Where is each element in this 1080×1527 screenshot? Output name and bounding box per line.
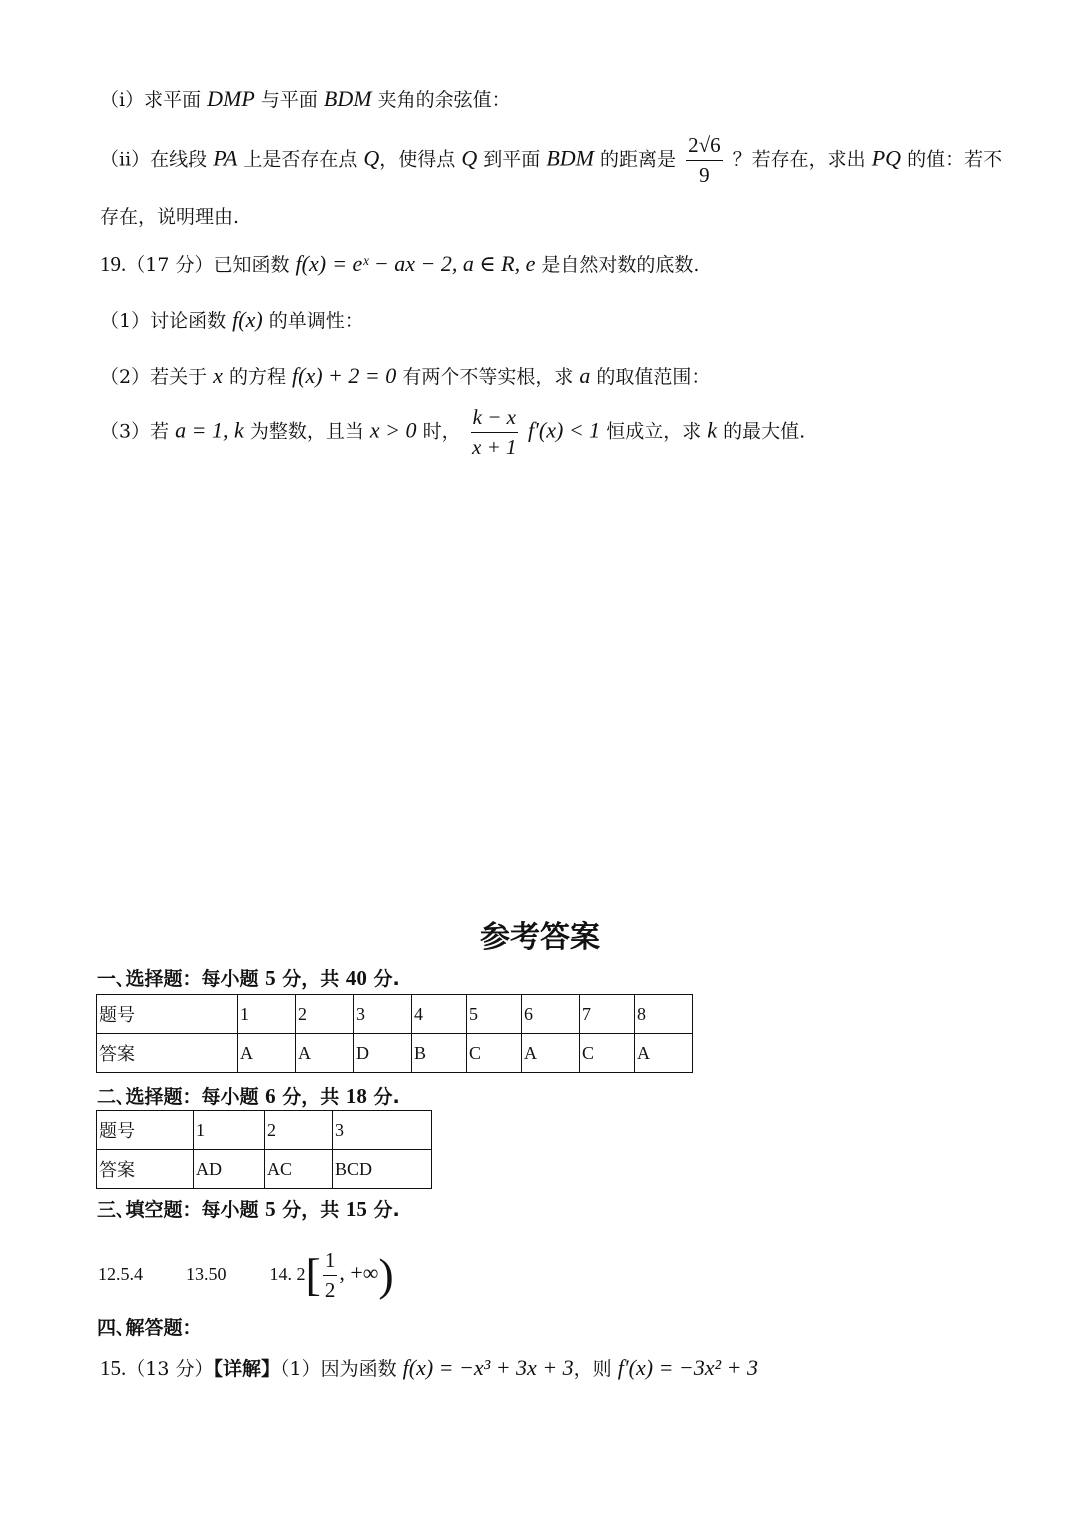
q18-part-ii-line2: 存在，说明理由.: [100, 206, 240, 228]
table-cell: A: [522, 1034, 580, 1073]
q19-part-1: （1）讨论函数 f(x) 的单调性：: [100, 307, 364, 332]
fill-in-answers: [98, 1248, 394, 1303]
answer-table-multiple-choice: [96, 994, 693, 1073]
question-number: 19.: [100, 252, 127, 276]
table-cell: C: [580, 1034, 635, 1073]
table-row: [97, 1150, 432, 1189]
table-cell: 8: [635, 995, 693, 1034]
table-row: [97, 1034, 693, 1073]
table-cell: A: [296, 1034, 354, 1073]
section-heading-3: 三､填空题：每小题 5 分，共 15 分.: [97, 1197, 400, 1221]
part-label: （i）: [100, 89, 145, 111]
plane-name: DMP: [207, 86, 255, 111]
q15-solution: 15.（13 分）【详解】（1）因为函数 f(x) = −x³ + 3x + 3，则 f′(x) = −3x² + 3: [100, 1355, 758, 1380]
table-header-cell: 题号: [97, 995, 238, 1034]
distance-fraction: $\frac{2√6}{9}$: [688, 133, 721, 188]
table-cell: AC: [265, 1150, 333, 1189]
table-cell: 2: [296, 995, 354, 1034]
table-cell: 3: [333, 1111, 432, 1150]
table-cell: BCD: [333, 1150, 432, 1189]
table-cell: 3: [354, 995, 412, 1034]
question-score: （17 分）: [126, 254, 214, 276]
answers-title: 参考答案: [480, 920, 600, 955]
table-cell: 2: [265, 1111, 333, 1150]
table-row: [97, 1111, 432, 1150]
table-cell: AD: [194, 1150, 265, 1189]
q18-part-ii: （ii）在线段 PA 上是否存在点 Q，使得点 Q 到平面 BDM 的距离是 $\frac{2√6}{9}$ ？若存在，求出 PQ 的值：若不: [100, 133, 1003, 188]
table-cell: C: [467, 1034, 522, 1073]
table-row: [97, 995, 693, 1034]
table-header-cell: 题号: [97, 1111, 194, 1150]
part-label: （ii）: [100, 148, 151, 171]
table-cell: 5: [467, 995, 522, 1034]
table-header-cell: 答案: [97, 1150, 194, 1189]
section-heading-2: 二､选择题：每小题 6 分，共 18 分.: [97, 1084, 400, 1108]
table-cell: A: [238, 1034, 296, 1073]
answer-14-fraction: $\frac{1}{2}$: [324, 1248, 336, 1303]
section-heading-1: 一､选择题：每小题 5 分，共 40 分.: [97, 966, 400, 990]
q19-part-2: （2）若关于 x 的方程 f(x) + 2 = 0 有两个不等实根，求 a 的取值范围：: [100, 363, 711, 388]
table-cell: B: [412, 1034, 467, 1073]
condition-fraction: $\frac{k - x}{x + 1}$: [472, 405, 517, 460]
plane-name: BDM: [323, 86, 372, 111]
q19-part-3: （3）若 a = 1, k 为整数，且当 x > 0 时， $\frac{k - x}{x + 1}$ f′(x) < 1 恒成立，求 k 的最大值.: [100, 405, 806, 460]
q19-stem: 19.（17 分）已知函数 f(x) = eˣ − ax − 2, a ∈ R, e 是自然对数的底数.: [100, 251, 700, 276]
table-cell: D: [354, 1034, 412, 1073]
answer-14: 14. 2[ $\frac{1}{2}$ , +∞): [269, 1248, 394, 1303]
table-cell: 6: [522, 995, 580, 1034]
answer-13: 13.50: [186, 1264, 227, 1284]
section-heading-4: 四､解答题：: [97, 1317, 202, 1339]
table-cell: 1: [194, 1111, 265, 1150]
table-cell: A: [635, 1034, 693, 1073]
table-cell: 4: [412, 995, 467, 1034]
table-cell: 1: [238, 995, 296, 1034]
answer-12: 12.5.4: [98, 1264, 143, 1284]
answer-table-multi-select: [96, 1110, 432, 1189]
table-cell: 7: [580, 995, 635, 1034]
table-header-cell: 答案: [97, 1034, 238, 1073]
q18-part-i: （i）求平面 DMP 与平面 BDM 夹角的余弦值：: [100, 86, 511, 111]
